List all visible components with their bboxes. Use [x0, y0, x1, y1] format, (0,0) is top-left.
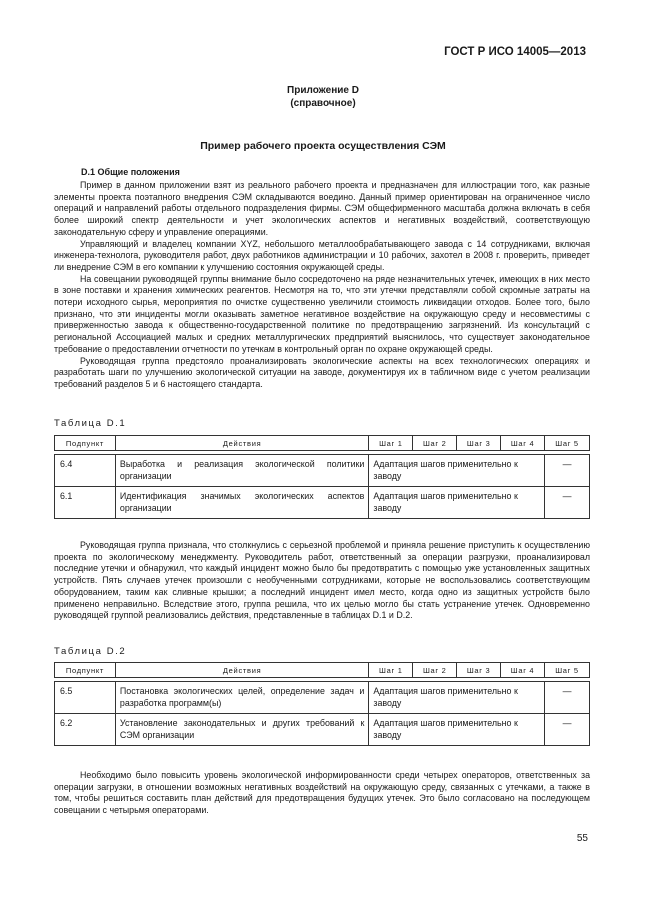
text-block-middle	[54, 540, 590, 622]
row-steps: Адаптация шагов применительно к заводу	[369, 487, 545, 519]
row-steps: Адаптация шагов применительно к заводу	[369, 455, 545, 487]
paragraph: На совещании руководящей группы внимание было сосредоточено на ряде незначительных утечек, имеющих в них место в зоне поставки и хранения химических реагентов. Несмотря на то, что эти утечки представляли собой скромные затраты на потери исходного сырья, мероприятия по очистке существенно увеличили стоимость ликвидации отходов. Более того, было признано, что эти инциденты могли оказывать заметное негативное воздействие на окружающую среду и несовместимы с приверженностью завода к общественно-государственной политике по предотвращению загрязнений. Из консультаций с региональной Ассоциацией малых и средних металлургических предприятий выяснилось, что существует законодательное требование о предоставлении отчетности по утечкам в контрольный орган по охране окружающей среды.	[54, 273, 590, 354]
annex-type: (справочное)	[290, 98, 356, 109]
table-row	[55, 682, 590, 714]
column-header: Шаг 5	[545, 663, 590, 678]
table-caption: Таблица D.2	[54, 646, 127, 657]
section-heading: D.1 Общие положения	[81, 167, 180, 177]
column-header: Шаг 2	[413, 663, 457, 678]
row-action: Постановка экологических целей, определение задач и разработка программ(ы)	[115, 682, 368, 714]
column-header: Подпункт	[55, 663, 116, 678]
row-number: 6.5	[55, 682, 116, 714]
row-step5: —	[545, 455, 590, 487]
row-steps: Адаптация шагов применительно к заводу	[369, 682, 545, 714]
row-action: Установление законодательных и других требований к СЭМ организации	[115, 714, 368, 746]
row-number: 6.1	[55, 487, 116, 519]
column-header: Шаг 1	[369, 663, 413, 678]
table-row	[55, 487, 590, 519]
column-header: Действия	[115, 663, 368, 678]
row-steps: Адаптация шагов применительно к заводу	[369, 714, 545, 746]
column-header: Шаг 2	[413, 436, 457, 451]
row-action: Идентификация значимых экологических аспектов организации	[115, 487, 368, 519]
row-action: Выработка и реализация экологической политики организации	[115, 455, 368, 487]
row-step5: —	[545, 682, 590, 714]
annex-title: Пример рабочего проекта осуществления СЭМ	[200, 140, 446, 152]
column-header: Шаг 4	[501, 436, 545, 451]
paragraph: Руководящая группа признала, что столкнулись с серьезной проблемой и приняла решение приступить к осуществлению проекта по экологическому менеджменту. Руководитель работ, ответственный за операции разгрузки, проанализировал последние утечки и обнаружил, что каждый инцидент можно было бы предотвратить с помощью уже установленных защитных устройств. Пять случаев утечек произошли с необученными сотрудниками, которые не воспользовались соответствующим оборудованием, таким как сливные крышки; а последний инцидент имел место, когда одно из защитных устройств было применено неправильно. Вследствие этого, группа решила, что их целью могло бы стать устранение утечек. Одновременно руководящей группой реализовались действия, представленные в таблицах D.1 и D.2.	[54, 540, 590, 621]
row-step5: —	[545, 487, 590, 519]
table-caption: Таблица D.1	[54, 418, 127, 429]
column-header: Шаг 4	[501, 663, 545, 678]
column-header: Действия	[115, 436, 368, 451]
column-header: Шаг 3	[457, 436, 501, 451]
table-row	[55, 455, 590, 487]
text-block-final	[54, 770, 590, 817]
table-header-row	[55, 436, 590, 451]
column-header: Подпункт	[55, 436, 116, 451]
column-header: Шаг 3	[457, 663, 501, 678]
page-number: 55	[576, 833, 588, 844]
text-block-intro	[54, 180, 590, 391]
table-d2	[54, 662, 590, 746]
column-header: Шаг 1	[369, 436, 413, 451]
table-d1	[54, 435, 590, 519]
column-header: Шаг 5	[545, 436, 590, 451]
annex-heading	[0, 84, 646, 110]
paragraph: Управляющий и владелец компании XYZ, небольшого металлообрабатывающего завода с 14 сотрудниками, включая инженера-технолога, руководителя работ, двух работников администрации и 10 рабочих, захотел в 2008 г. проверить, приведет ли внедрение СЭМ в его компании к улучшению состояния окружающей среды.	[54, 238, 590, 272]
row-number: 6.2	[55, 714, 116, 746]
table-header-row	[55, 663, 590, 678]
paragraph: Необходимо было повысить уровень экологической информированности среди четырех операторов, ответственных за операции загрузки, в отношении возможных негативных воздействий на окружающую среду, связанных с утечками, а также в том, чтобы решиться составить план действий для предотвращения будущих утечек. Это было согласовано на последующем совещании с четырьмя операторами.	[54, 770, 590, 816]
row-number: 6.4	[55, 455, 116, 487]
paragraph: Руководящая группа предстояло проанализировать экологические аспекты на всех технологических операциях и разработать шаги по улучшению экологической ситуации на заводе, документируя их в табличном виде с учетом реализации требований разделов 5 и 6 настоящего стандарта.	[54, 355, 590, 389]
document-header: ГОСТ Р ИСО 14005—2013	[444, 46, 586, 58]
annex-label: Приложение D	[287, 85, 359, 96]
table-row	[55, 714, 590, 746]
paragraph: Пример в данном приложении взят из реального рабочего проекта и предназначен для иллюстрации того, как разные элементы проекта поэтапного внедрения СЭМ складываются воедино. Данный пример ориентирован на ограниченное число операций и направлений работы отдельного подразделения фирмы. СЭМ общефирменного масштаба должна включать в себя более широкий спектр деятельности и учет экологических аспектов и негативных воздействий, соответствующую законодательную сферу и управление операциями.	[54, 180, 590, 237]
row-step5: —	[545, 714, 590, 746]
